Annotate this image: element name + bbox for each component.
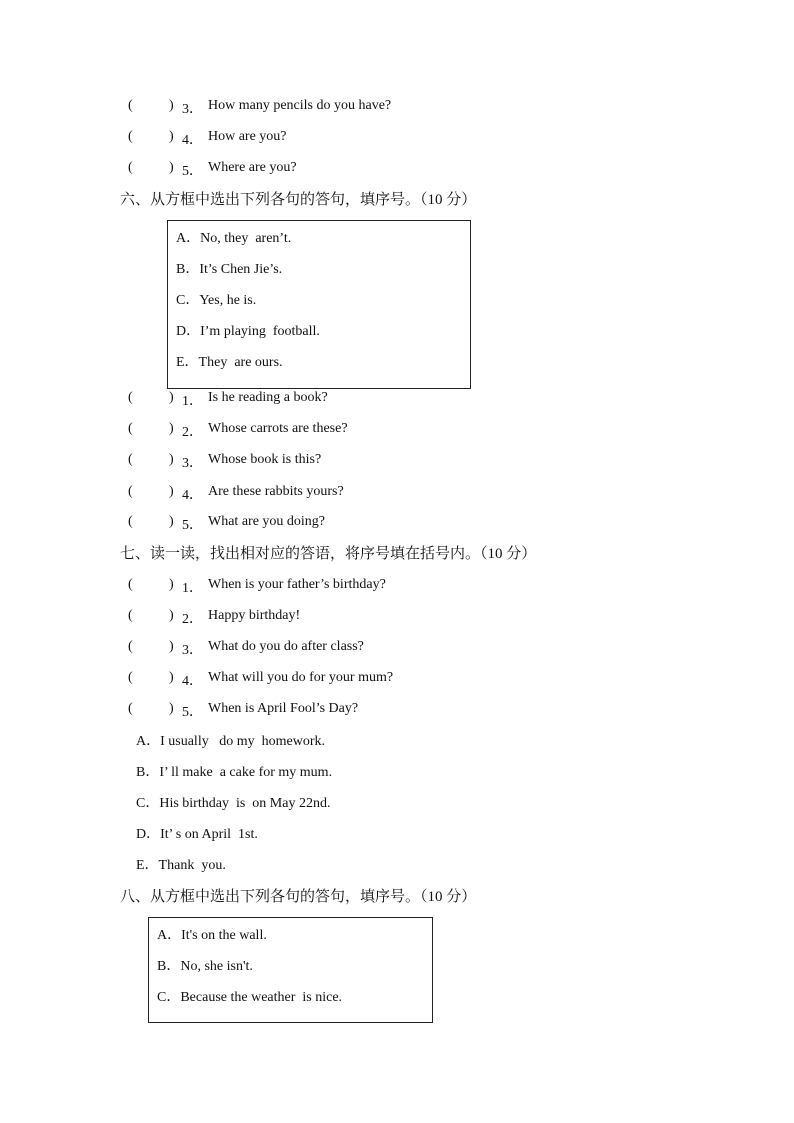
section6-heading: 六、从方框中选出下列各句的答句，填序号。（10 分） xyxy=(120,192,477,208)
question-text: When is your father’s birthday? xyxy=(208,577,386,592)
answer-paren-right: ) xyxy=(169,160,174,175)
answer-paren-left[interactable]: ( xyxy=(128,98,133,113)
answer-paren-left[interactable]: ( xyxy=(128,639,133,654)
question-text: Whose book is this? xyxy=(208,452,322,467)
question-number: 3． xyxy=(182,102,203,117)
question-number: 3． xyxy=(182,456,203,471)
section6-option-box xyxy=(167,220,471,389)
question-row xyxy=(0,514,794,532)
question-text: Whose carrots are these? xyxy=(208,421,348,436)
question-number: 2． xyxy=(182,425,203,440)
answer-paren-right: ) xyxy=(169,129,174,144)
answer-paren-left[interactable]: ( xyxy=(128,514,133,529)
answer-paren-right: ) xyxy=(169,670,174,685)
answer-paren-left[interactable]: ( xyxy=(128,670,133,685)
question-row xyxy=(0,577,794,595)
option-item: C．Because the weather is nice. xyxy=(157,990,343,1005)
question-text: How many pencils do you have? xyxy=(208,98,392,113)
section7-heading: 七、读一读，找出相对应的答语，将序号填在括号内。（10 分） xyxy=(120,546,537,562)
answer-paren-left[interactable]: ( xyxy=(128,608,133,623)
option-item: B．It’s Chen Jie’s. xyxy=(176,262,283,277)
answer-paren-left[interactable]: ( xyxy=(128,484,133,499)
question-row xyxy=(0,484,794,502)
question-row xyxy=(0,701,794,719)
question-row xyxy=(0,670,794,688)
question-number: 5． xyxy=(182,705,203,720)
question-number: 5． xyxy=(182,164,203,179)
question-text: What do you do after class? xyxy=(208,639,364,654)
question-number: 4． xyxy=(182,488,203,503)
question-number: 1． xyxy=(182,394,203,409)
answer-item: A．I usually do my homework. xyxy=(136,734,325,749)
answer-paren-right: ) xyxy=(169,98,174,113)
option-item: A．No, they aren’t. xyxy=(176,231,292,246)
question-text: What are you doing? xyxy=(208,514,326,529)
answer-item: C．His birthday is on May 22nd. xyxy=(136,796,331,811)
answer-paren-left[interactable]: ( xyxy=(128,129,133,144)
question-row xyxy=(0,98,794,116)
question-text: How are you? xyxy=(208,129,287,144)
option-item: C．Yes, he is. xyxy=(176,293,257,308)
question-number: 4． xyxy=(182,133,203,148)
option-item: D．I’m playing football. xyxy=(176,324,320,339)
section8-heading: 八、从方框中选出下列各句的答句，填序号。（10 分） xyxy=(120,889,477,905)
question-text: Happy birthday! xyxy=(208,608,301,623)
question-text: Is he reading a book? xyxy=(208,390,328,405)
answer-paren-left[interactable]: ( xyxy=(128,421,133,436)
answer-paren-right: ) xyxy=(169,577,174,592)
answer-paren-right: ) xyxy=(169,421,174,436)
option-item: B．No, she isn't. xyxy=(157,959,253,974)
option-item: E．They are ours. xyxy=(176,355,283,370)
question-text: What will you do for your mum? xyxy=(208,670,394,685)
section8-option-box xyxy=(148,917,433,1023)
question-row xyxy=(0,639,794,657)
answer-paren-right: ) xyxy=(169,639,174,654)
question-number: 5． xyxy=(182,518,203,533)
question-row xyxy=(0,390,794,408)
question-row xyxy=(0,160,794,178)
question-text: Are these rabbits yours? xyxy=(208,484,344,499)
question-row xyxy=(0,129,794,147)
question-row xyxy=(0,608,794,626)
answer-paren-left[interactable]: ( xyxy=(128,160,133,175)
answer-paren-left[interactable]: ( xyxy=(128,701,133,716)
question-text: Where are you? xyxy=(208,160,297,175)
answer-paren-right: ) xyxy=(169,701,174,716)
answer-item: B．I’ ll make a cake for my mum. xyxy=(136,765,333,780)
option-item: A．It's on the wall. xyxy=(157,928,267,943)
question-number: 2． xyxy=(182,612,203,627)
answer-item: E．Thank you. xyxy=(136,858,226,873)
answer-paren-right: ) xyxy=(169,390,174,405)
question-number: 1． xyxy=(182,581,203,596)
question-number: 4． xyxy=(182,674,203,689)
answer-paren-right: ) xyxy=(169,484,174,499)
answer-item: D．It’ s on April 1st. xyxy=(136,827,258,842)
answer-paren-right: ) xyxy=(169,452,174,467)
answer-paren-right: ) xyxy=(169,514,174,529)
question-row xyxy=(0,452,794,470)
answer-paren-left[interactable]: ( xyxy=(128,452,133,467)
answer-paren-right: ) xyxy=(169,608,174,623)
question-number: 3． xyxy=(182,643,203,658)
question-row xyxy=(0,421,794,439)
question-text: When is April Fool’s Day? xyxy=(208,701,359,716)
answer-paren-left[interactable]: ( xyxy=(128,577,133,592)
answer-paren-left[interactable]: ( xyxy=(128,390,133,405)
